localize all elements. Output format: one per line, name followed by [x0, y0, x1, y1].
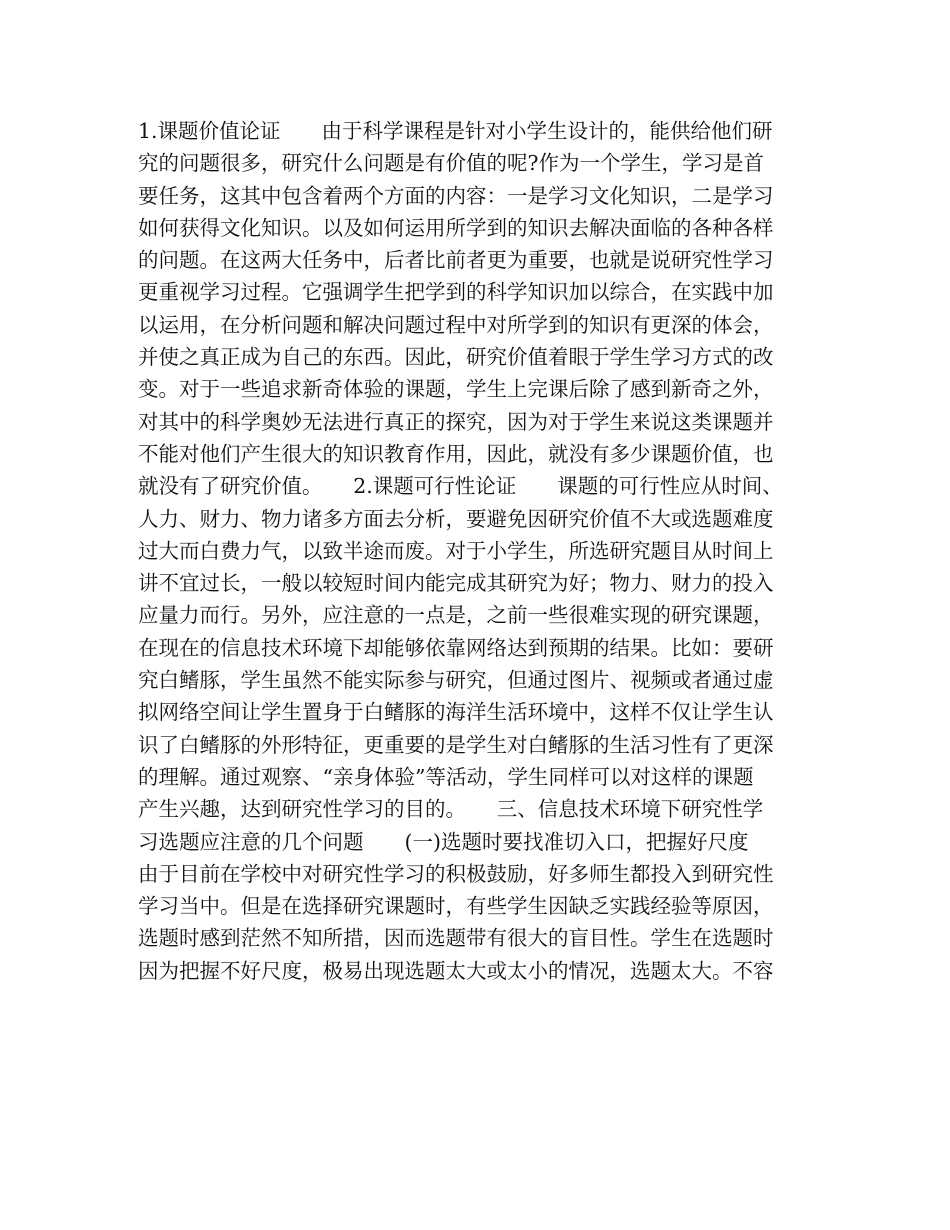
- text-line: 过大而白费力气，以致半途而废。对于小学生，所选研究题目从时间上: [138, 538, 774, 563]
- text-line: 如何获得文化知识。以及如何运用所学到的知识去解决面临的各种各样: [138, 215, 774, 240]
- text-line: 因为把握不好尺度，极易出现选题太大或太小的情况，选题太大。不容: [138, 958, 774, 983]
- text-line: 并使之真正成为自己的东西。因此，研究价值着眼于学生学习方式的改: [138, 345, 774, 370]
- text-line: 讲不宜过长，一般以较短时间内能完成其研究为好；物力、财力的投入: [138, 571, 774, 596]
- text-line: 究的问题很多，研究什么问题是有价值的呢?作为一个学生，学习是首: [138, 151, 764, 176]
- text-line: 识了白鳍豚的外形特征，更重要的是学生对白鳍豚的生活习性有了更深: [138, 732, 774, 757]
- text-line: 由于目前在学校中对研究性学习的积极鼓励，好多师生都投入到研究性: [138, 861, 774, 886]
- text-line: 应量力而行。另外，应注意的一点是，之前一些很难实现的研究课题，: [138, 603, 774, 628]
- text-line: 对其中的科学奥妙无法进行真正的探究，因为对于学生来说这类课题并: [138, 409, 774, 434]
- text-line: 的问题。在这两大任务中，后者比前者更为重要，也就是说研究性学习: [138, 248, 774, 273]
- text-line: 选题时感到茫然不知所措，因而选题带有很大的盲目性。学生在选题时: [138, 926, 774, 951]
- text-line: 以运用，在分析问题和解决问题过程中对所学到的知识有更深的体会，: [138, 312, 774, 337]
- text-line: 就没有了研究价值。 2.课题可行性论证 课题的可行性应从时间、: [138, 474, 783, 499]
- text-line: 产生兴趣，达到研究性学习的目的。 三、信息技术环境下研究性学: [138, 797, 764, 822]
- text-line: 更重视学习过程。它强调学生把学到的科学知识加以综合，在实践中加: [138, 280, 774, 305]
- text-line: 人力、财力、物力诸多方面去分析，要避免因研究价值不大或选题难度: [138, 506, 774, 531]
- text-line: 1.课题价值论证 由于科学课程是针对小学生设计的，能供给他们研: [138, 119, 773, 143]
- text-line: 要任务，这其中包含着两个方面的内容：一是学习文化知识，二是学习: [138, 183, 774, 208]
- text-line: 不能对他们产生很大的知识教育作用，因此，就没有多少课题价值，也: [138, 441, 774, 466]
- text-line: 拟网络空间让学生置身于白鳍豚的海洋生活环境中，这样不仅让学生认: [138, 700, 774, 725]
- text-line: 的理解。通过观察、“亲身体验”等活动，学生同样可以对这样的课题: [138, 764, 754, 789]
- text-line: 变。对于一些追求新奇体验的课题，学生上完课后除了感到新奇之外，: [138, 377, 774, 402]
- text-line: 在现在的信息技术环境下却能够依靠网络达到预期的结果。比如：要研: [138, 635, 774, 660]
- text-line: 究白鳍豚，学生虽然不能实际参与研究，但通过图片、视频或者通过虚: [138, 668, 774, 693]
- text-line: 学习当中。但是在选择研究课题时，有些学生因缺乏实践经验等原因，: [138, 894, 774, 919]
- text-line: 习选题应注意的几个问题 (一)选题时要找准切入口，把握好尺度: [138, 829, 749, 854]
- body-text: [138, 115, 818, 987]
